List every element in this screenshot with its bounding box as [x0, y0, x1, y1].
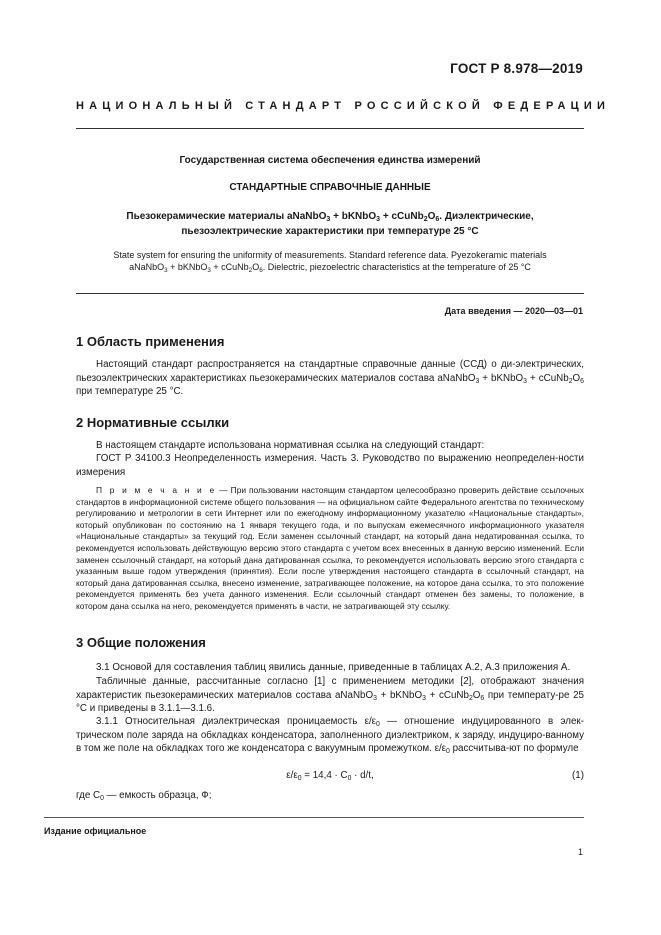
- english-title: State system for ensuring the uniformity of measurements. Standard reference data. Pyezokeramic materials aNaNbO$_3$ + bKNbO$_3$ + $cCuNb_2O_6$. Dielectric, piezoelectric characteristics at the temperature of 25 °C: [113, 250, 547, 274]
- section-2-reference: ГОСТ Р 34100.3 Неопределенность измерения. Часть 3. Руководство по выражению неопределен-ности измерения: [76, 453, 584, 478]
- formula-1: [76, 770, 584, 784]
- standard-code: ГОСТ Р 8.978—2019: [450, 61, 583, 76]
- section-2-note: П р и м е ч а н и е — При пользовании настоящим стандартом целесообразно проверить действие ссылочных стандартов в информационной системе общего пользования — на официальном сайте Федерального агентства по техническому регулированию и метрологии в сети Интернет или по ежегодному информационному указателю «Национальные стандарты», который опубликован по состоянию на 1 января текущего года, и по выпускам ежемесячного информационного указателя «Национальные стандарты» за текущий год. Если заменен ссылочный стандарт, на который дана недатированная ссылка, то рекомендуется использовать действующую версию этого стандарта с учетом всех внесенных в данную версию изменений. Если заменен ссылочный стандарт, на который дана датированная ссылка, то рекомендуется использовать версию этого стандарта с указанным выше годом утверждения (принятия). Если после утверждения настоящего стандарта в ссылочный стандарт, на который дана датированная ссылка, внесено изменение, затрагивающее положение, на которое дана ссылка, то это положение рекомендуется применять без учета данного изменения. Если ссылочный стандарт отменен без замены, то положение, в котором дана ссылка на него, рекомендуется применять в части, не затрагивающей эту ссылку.: [76, 485, 584, 611]
- system-title: Государственная система обеспечения единства измерений: [179, 155, 481, 166]
- formula-expression: $\varepsilon/\varepsilon_0 = 14,4 \cdot C_0 \cdot d/t$,: [286, 770, 374, 782]
- section-1-text: Настоящий стандарт распространяется на стандартные справочные данные (ССД) о ди-электрических, пьезоэлектрических характеристиках пьезокерамических материалов состава aNaNbO$_3$ + bKNbO$_3$ + $cCuNb_2O_6$ при температуре 25 °С.: [76, 359, 584, 397]
- introduction-date: Дата введения — 2020—03—01: [444, 306, 583, 316]
- footer-rule: [44, 817, 584, 818]
- header-rule: [76, 128, 584, 129]
- page-number: 1: [577, 847, 583, 857]
- formula-number: (1): [572, 770, 584, 781]
- main-title: СТАНДАРТНЫЕ СПРАВОЧНЫЕ ДАННЫЕ: [229, 182, 431, 193]
- section-2-heading: 2 Нормативные ссылки: [76, 415, 230, 430]
- subtitle: Пьезокерамические материалы aNaNbO$_3$ + bKNbO$_3$ + $cCuNb_2O_6$. Диэлектрические, пьезоэлектрические характеристики при температуре 25 °С: [126, 211, 534, 237]
- title-rule: [76, 293, 584, 294]
- section-3-1-1-text: 3.1.1 Относительная диэлектрическая проницаемость $\varepsilon/\varepsilon_0$ — отношение индуцированного в элек-трическом поле заряда на обкладках конденсатора, заполненного диэлектриком, к заряду, индуциро-ванному в том же поле на обкладках того же конденсатора с вакуумным промежутком. $\varepsilon/\varepsilon_0$ рассчитыва-ют по формуле: [76, 716, 584, 755]
- section-3-1-table-data: Табличные данные, рассчитанные согласно [1] с применением методики [2], отображают значения характеристик пьезокерамических материалов состава aNaNbO$_3$ + bKNbO$_3$ + $cCuNb_2O_6$ при температу-ре 25 °С и приведены в 3.1.1—3.1.6.: [76, 676, 584, 714]
- section-3-heading: 3 Общие положения: [76, 635, 206, 650]
- formula-where: где $C_0$ — емкость образца, Ф;: [76, 790, 212, 802]
- section-3-1-text: 3.1 Основой для составления таблиц явились данные, приведенные в таблицах А.2, А.3 приложения А.: [96, 662, 571, 673]
- section-1-heading: 1 Область применения: [76, 334, 225, 349]
- national-standard-title: НАЦИОНАЛЬНЫЙ СТАНДАРТ РОССИЙСКОЙ ФЕДЕРАЦИИ: [76, 100, 611, 112]
- official-edition-label: Издание официальное: [44, 826, 147, 836]
- section-2-intro: В настоящем стандарте использована нормативная ссылка на следующий стандарт:: [96, 440, 485, 451]
